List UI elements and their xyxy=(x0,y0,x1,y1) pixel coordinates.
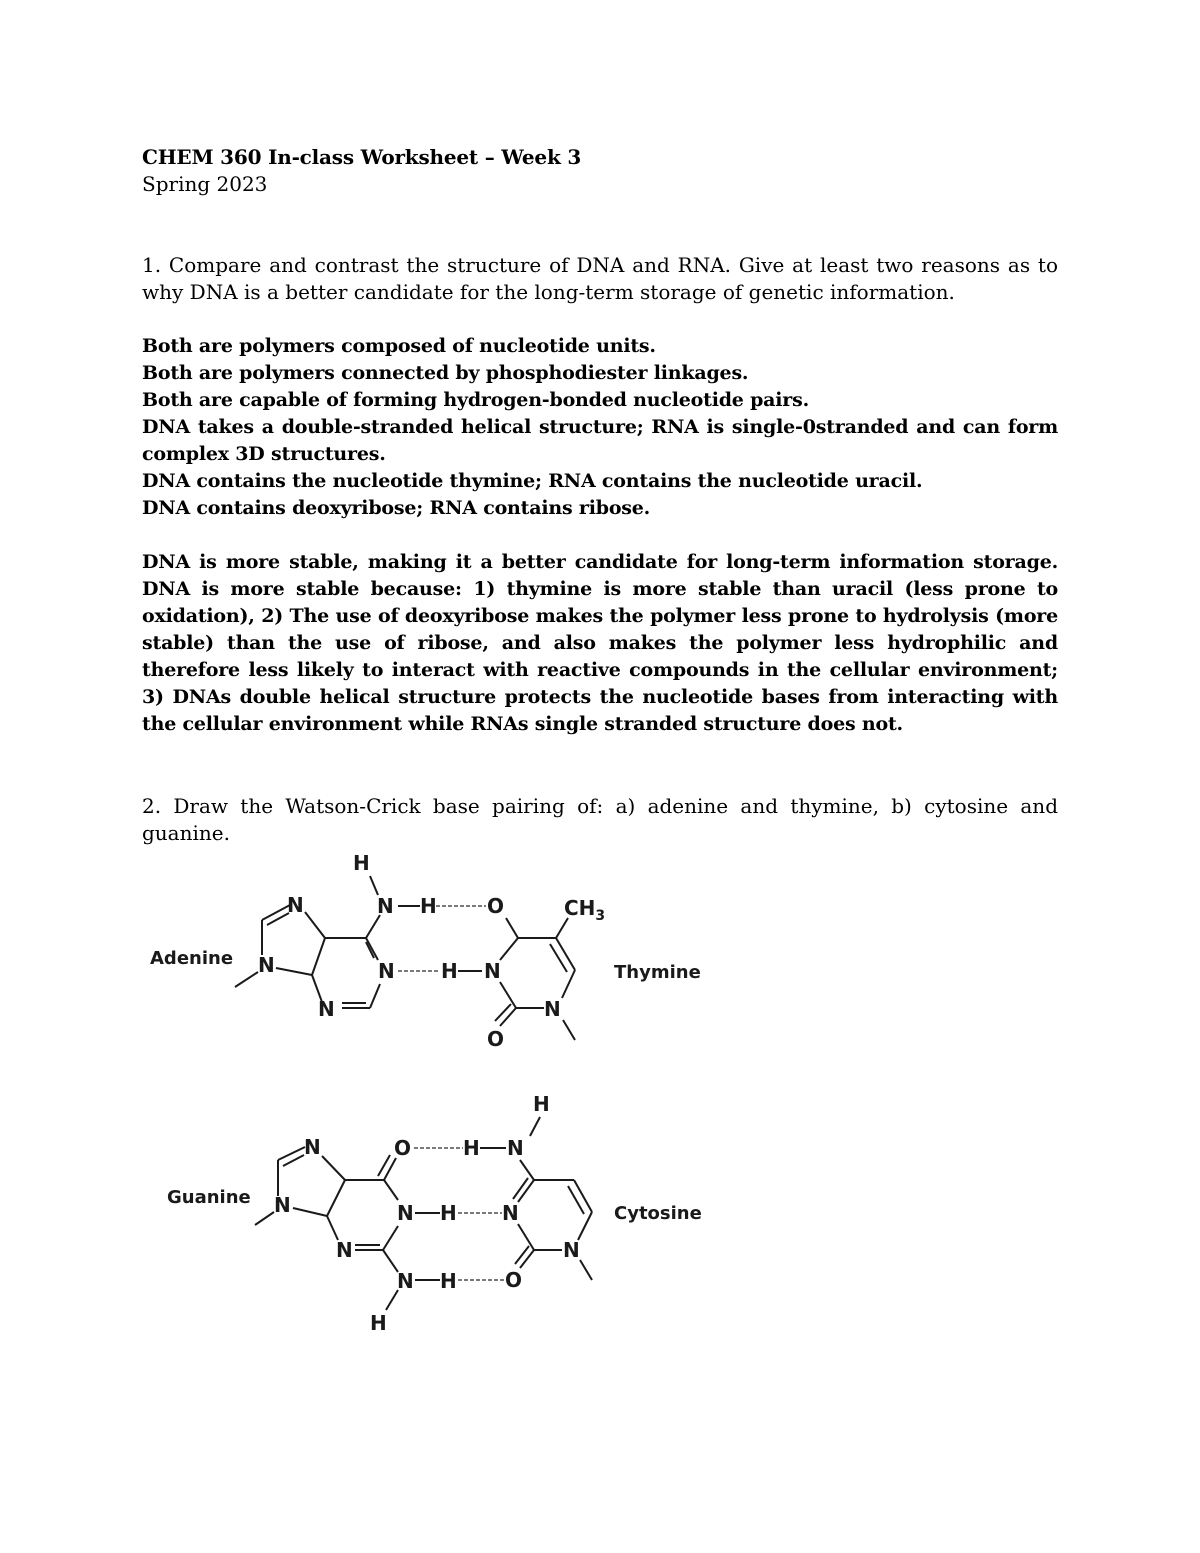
bond xyxy=(578,1212,592,1240)
bond xyxy=(384,1180,398,1200)
bond xyxy=(370,984,380,1008)
bond xyxy=(568,1186,584,1214)
atom-h: H xyxy=(370,1311,387,1335)
cytosine-label: Cytosine xyxy=(614,1203,702,1224)
atom-h: H xyxy=(420,894,437,918)
guanine-cytosine-pair xyxy=(167,1092,702,1335)
bond xyxy=(293,1208,327,1216)
atom-n: N xyxy=(258,953,275,977)
bond xyxy=(506,918,518,938)
atom-h: H xyxy=(440,1201,457,1225)
question-1-answer-paragraph: DNA is more stable, making it a better candidate for long-term information storage. DNA is more stable because: 1) thymine is more stable than uracil (less prone to oxidation), 2) The use of deoxyribose makes the polymer less prone to hydrolysis (more stable) than the use of ribose, and also makes the polymer less hydrophilic and therefore less likely to interact with reactive compounds in the cellular environment; 3) DNAs double helical structure protects the nucleotide bases from interacting with the cellular environment while RNAs single stranded structure does not. xyxy=(142,551,1058,735)
question-2 xyxy=(142,793,1058,847)
atom-n: N xyxy=(378,959,395,983)
atom-h: H xyxy=(353,851,370,875)
bond xyxy=(255,1212,274,1225)
adenine-thymine-pair xyxy=(150,851,701,1051)
bond xyxy=(520,1160,534,1180)
bond xyxy=(262,905,290,920)
bond xyxy=(518,1180,534,1202)
atom-n: N xyxy=(304,1135,321,1159)
atom-n: N xyxy=(318,997,335,1021)
atom-o: O xyxy=(487,894,505,918)
question-2-number: 2 xyxy=(142,794,155,818)
bond xyxy=(562,970,575,998)
atom-o: O xyxy=(394,1136,412,1160)
bond xyxy=(574,1180,592,1212)
bond xyxy=(327,1216,338,1240)
bond xyxy=(500,938,518,960)
atom-h: H xyxy=(533,1092,550,1116)
atom-n: N xyxy=(336,1238,353,1262)
bond xyxy=(518,1224,534,1250)
bond xyxy=(386,1290,398,1310)
atom-h: H xyxy=(440,1269,457,1293)
bond xyxy=(305,912,325,938)
atom-n: N xyxy=(484,959,501,983)
answer-line: DNA takes a double-stranded helical structure; RNA is single-0stranded and can form complex 3D structures. xyxy=(142,416,1058,465)
atom-n: N xyxy=(377,894,394,918)
methyl-group xyxy=(564,896,605,924)
question-2-text: . Draw the Watson-Crick base pairing of: a) adenine and thymine, b) cytosine and guanine. xyxy=(142,794,1058,845)
bond xyxy=(312,975,322,1002)
bond xyxy=(276,968,312,975)
atom-n: N xyxy=(502,1201,519,1225)
bond xyxy=(500,1008,516,1026)
answer-line: DNA contains deoxyribose; RNA contains ribose. xyxy=(142,497,651,519)
bond xyxy=(520,1250,534,1268)
atom-n: N xyxy=(397,1201,414,1225)
methyl-label: CH xyxy=(564,896,596,920)
bond xyxy=(235,972,258,987)
question-1 xyxy=(142,252,1058,306)
atom-n: N xyxy=(397,1269,414,1293)
bond xyxy=(515,1246,529,1264)
bond xyxy=(556,938,575,970)
bond xyxy=(500,982,516,1008)
thymine-label: Thymine xyxy=(614,962,701,983)
bond xyxy=(278,1147,305,1160)
answer-line: DNA contains the nucleotide thymine; RNA contains the nucleotide uracil. xyxy=(142,470,923,492)
bond xyxy=(370,876,378,895)
bond xyxy=(366,938,378,960)
bond xyxy=(383,1250,398,1272)
question-1-answer-list xyxy=(142,333,1058,522)
bond xyxy=(283,1155,304,1166)
adenine-label: Adenine xyxy=(150,948,234,969)
methyl-subscript: 3 xyxy=(595,908,606,924)
atom-o: O xyxy=(487,1027,505,1051)
guanine-label: Guanine xyxy=(167,1187,251,1208)
bond xyxy=(378,1155,390,1176)
bond xyxy=(495,1004,511,1021)
atom-h: H xyxy=(463,1136,480,1160)
atom-n: N xyxy=(287,893,304,917)
bond xyxy=(513,1178,528,1199)
bond xyxy=(530,1117,540,1136)
page-title: CHEM 360 In-class Worksheet – Week 3 xyxy=(142,145,582,169)
atom-n: N xyxy=(563,1238,580,1262)
bond xyxy=(550,944,567,972)
atom-n: N xyxy=(507,1136,524,1160)
bond xyxy=(312,938,325,975)
answer-line: Both are polymers composed of nucleotide units. xyxy=(142,335,656,357)
question-1-text: . Compare and contrast the structure of DNA and RNA. Give at least two reasons as to why DNA is a better candidate for the long-term storage of genetic information. xyxy=(142,253,1058,304)
term-label: Spring 2023 xyxy=(142,172,268,196)
bond xyxy=(366,942,374,958)
atom-n: N xyxy=(544,997,561,1021)
bond xyxy=(327,1180,345,1216)
atom-h: H xyxy=(441,959,458,983)
atom-o: O xyxy=(505,1268,523,1292)
answer-line: Both are polymers connected by phosphodiester linkages. xyxy=(142,362,749,384)
bond xyxy=(267,913,289,925)
atom-n: N xyxy=(274,1193,291,1217)
question-1-number: 1 xyxy=(142,253,155,277)
bond xyxy=(322,1156,345,1180)
answer-line: Both are capable of forming hydrogen-bonded nucleotide pairs. xyxy=(142,389,810,411)
bond xyxy=(366,915,380,938)
bond xyxy=(556,918,568,938)
bond xyxy=(580,1260,592,1280)
bond xyxy=(384,1158,396,1180)
bond xyxy=(563,1020,575,1040)
bond xyxy=(383,1226,398,1250)
